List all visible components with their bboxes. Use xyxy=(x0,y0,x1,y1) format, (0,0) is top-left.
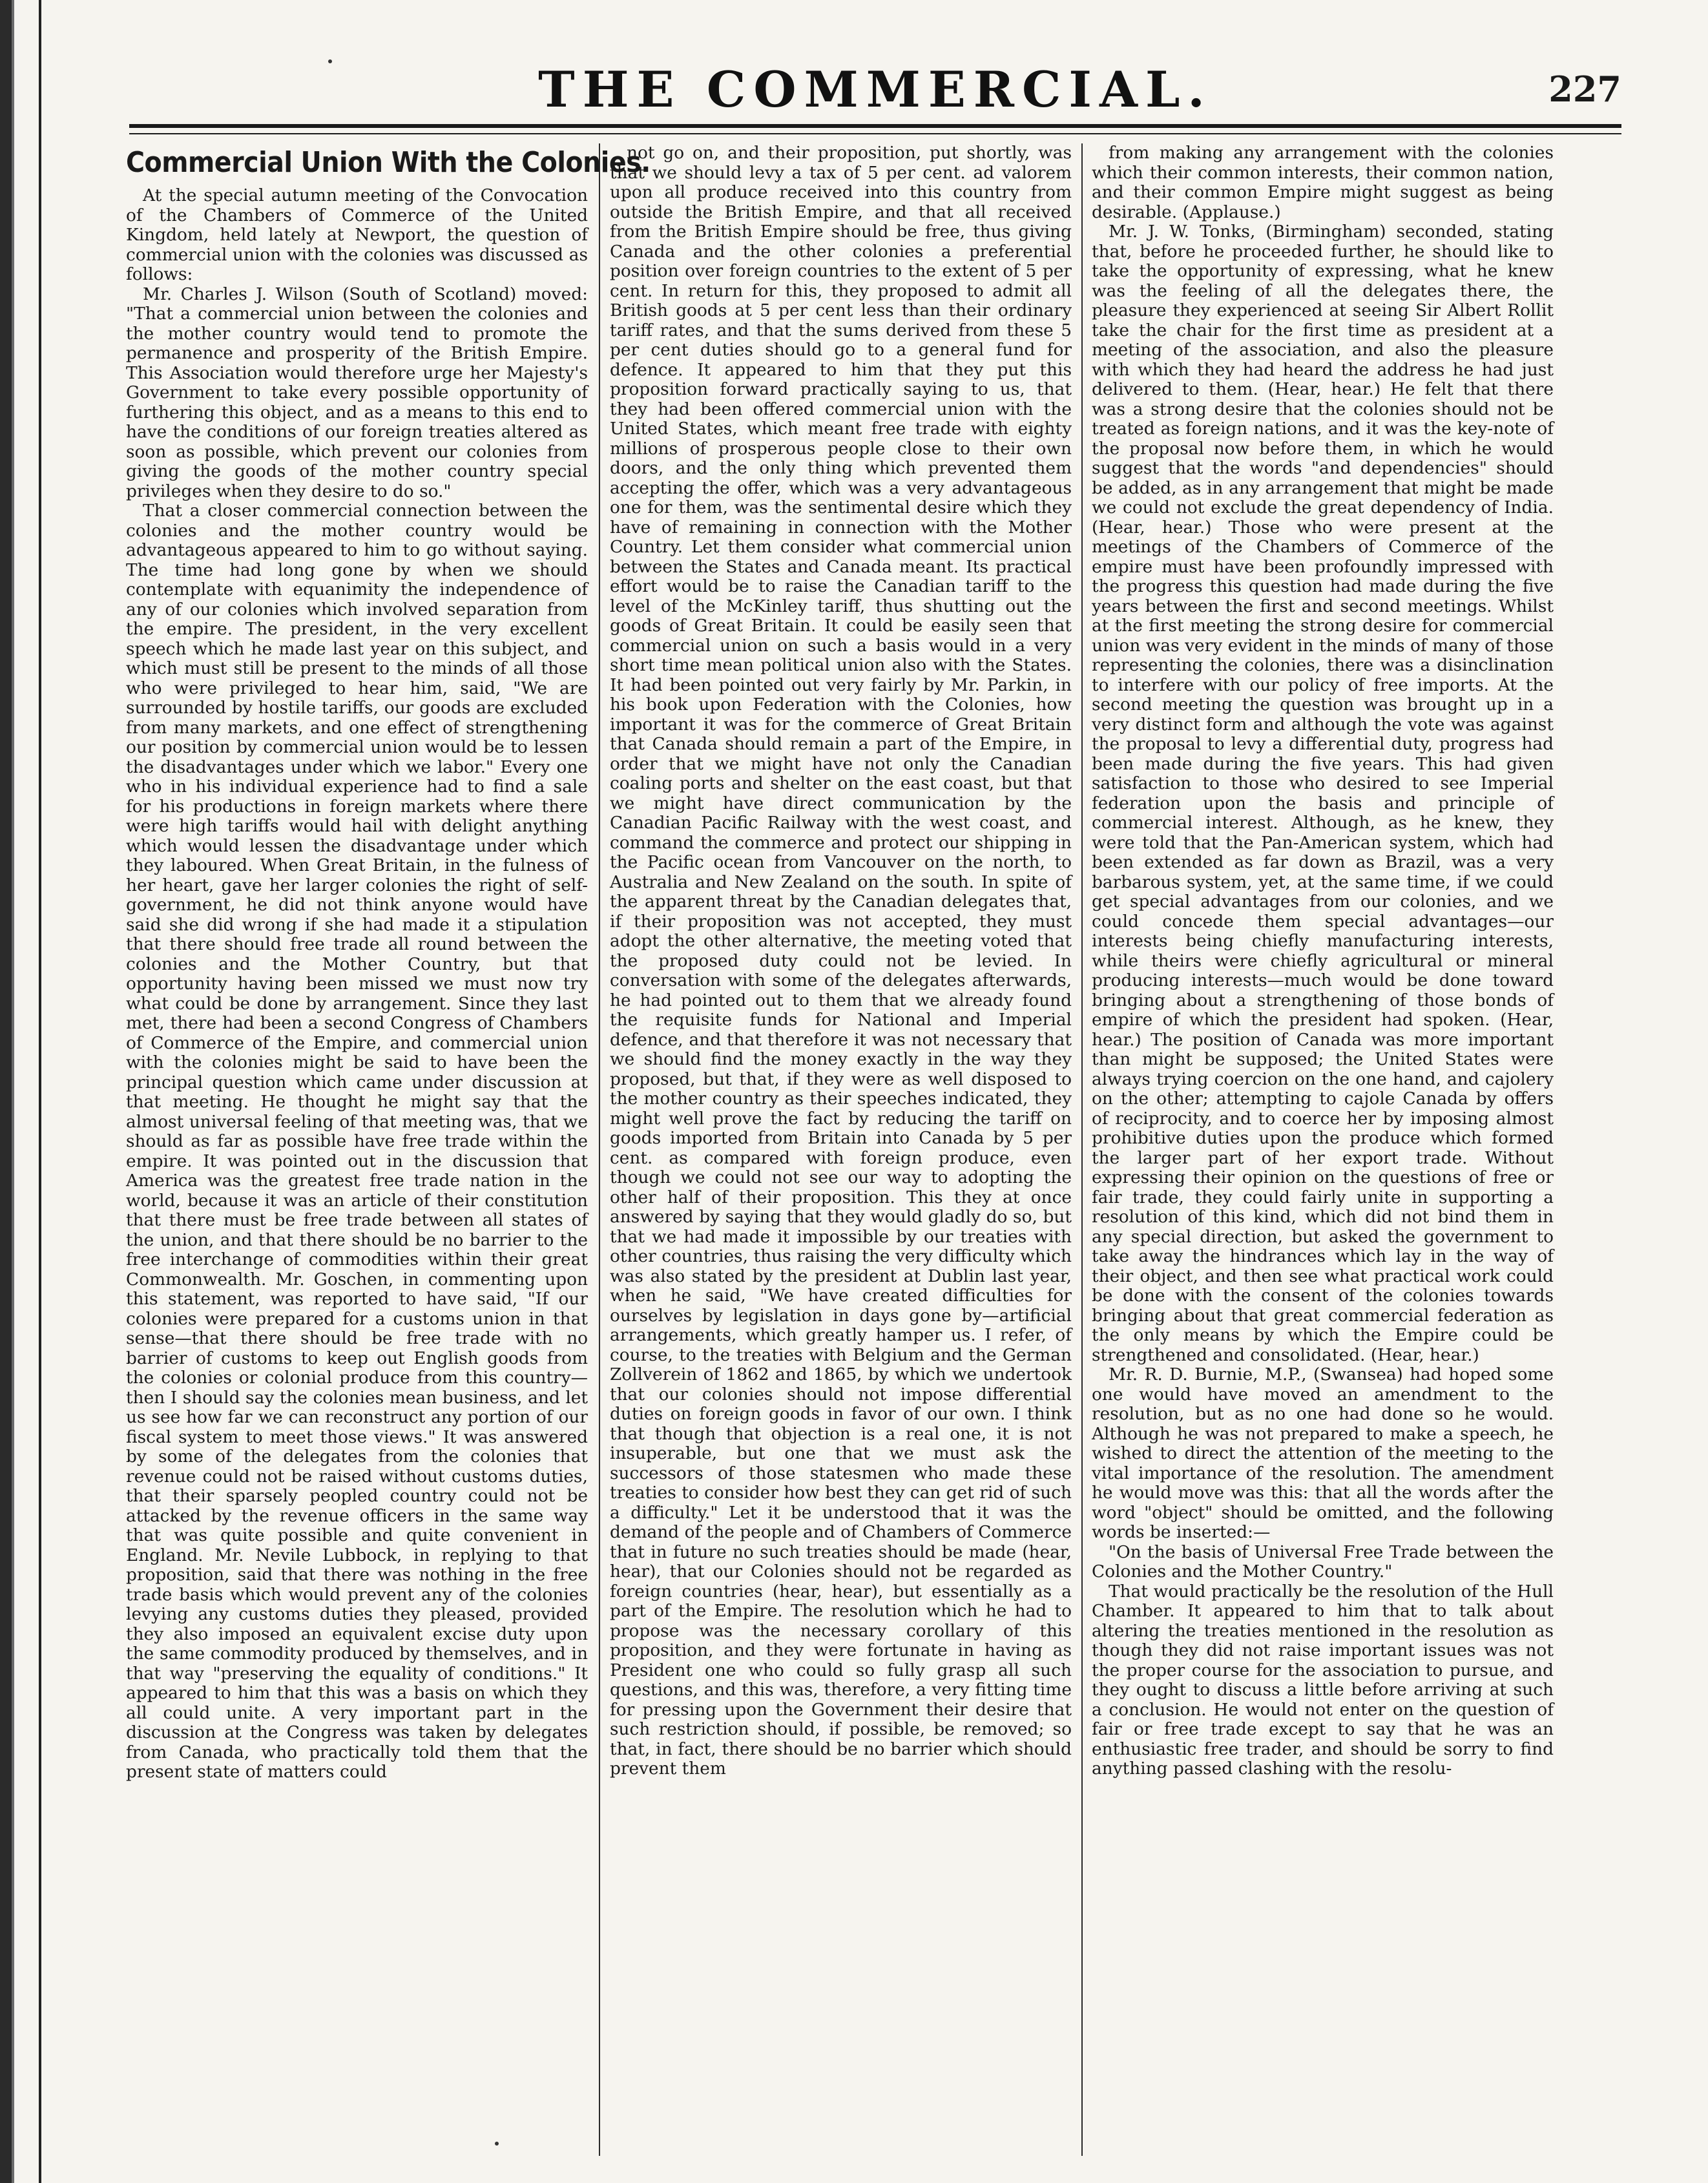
paragraph: That a closer commercial connection between the colonies and the mother country would be advantageous appeared to him to go without saying. The time had long gone by when we should contemplate with equanimity the independence of any of our colonies which involved separation from the empire. The president, in the very excellent speech which he made last year on this subject, and which must still be present to the minds of all those who were privileged to hear him, said, "We are surrounded by hostile tariffs, our goods are excluded from many markets, and one effect of strengthening our position by commercial union would be to lessen the disadvantages under which we labor." Every one who in his individual experience had to find a sale for his productions in foreign markets where there were high tariffs would hail with delight anything which would lessen the disadvantage under which they laboured. When Great Britain, in the fulness of her heart, gave her larger colonies the right of self-government, he did not think anyone would have said she did wrong if she had made it a stipulation that there should free trade all round between the colonies and the Mother Country, but that opportunity having been missed we must now try what could be done by arrangement. Since they last met, there had been a second Congress of Chambers of Commerce of the Empire, and commercial union with the colonies might be said to have been the principal question which came under discussion at that meeting. He thought he might say that the almost universal feeling of that meeting was, that we should as far as possible have free trade within the empire. It was pointed out in the discussion that America was the greatest free trade nation in the world, because it was an article of their constitution that there must be free trade between all states of the union, and that there should be no barrier to the free interchange of commodities within their great Commonwealth. Mr. Goschen, in commenting upon this statement, was reported to have said, "If our colonies were prepared for a customs union in that sense—that there should be free trade with no barrier of customs to keep out English goods from the colonies or colonial produce from this country—then I should say the colonies mean business, and let us see how far we can reconstruct any portion of our fiscal system to meet those views." It was answered by some of the delegates from the colonies that revenue could not be raised without customs duties, that their sparsely peopled country could not be attacked by the revenue officers in the same way that was quite possible and quite convenient in England. Mr. Nevile Lubbock, in replying to that proposition, said that there was nothing in the free trade basis which would prevent any of the colonies levying any customs duties they pleased, provided they also imposed an equivalent excise duty upon the same commodity produced by themselves, and in that way "preserving the equality of conditions." It appeared to him that this was a basis on which they all could unite. A very important part in the discussion at the Congress was taken by delegates from Canada, who practically told them that the present state of matters could xyxy=(126,501,588,1782)
paragraph: Mr. Charles J. Wilson (South of Scotland) moved: "That a commercial union between the colonies and the mother country would tend to promote the permanence and prosperity of the British Empire. This Association would therefore urge her Majesty's Government to take every possible opportunity of furthering this object, and as a means to this end to have the conditions of our foreign treaties altered as soon as possible, which prevent our colonies from giving the goods of the mother country special privileges when they desire to do so." xyxy=(126,284,588,501)
page-binding-edge xyxy=(0,0,45,2183)
text-column-3 xyxy=(1092,143,1554,2159)
masthead xyxy=(129,57,1621,128)
text-column-1 xyxy=(126,143,651,2159)
paragraph: from making any arrangement with the colonies which their common interests, their common nation, and their common Empire might suggest as being desirable. (Applause.) xyxy=(1092,143,1554,222)
column-3-body xyxy=(1092,143,1554,1779)
newspaper-title: THE COMMERCIAL. xyxy=(538,61,1213,118)
article-title: Commercial Union With the Colonies. xyxy=(126,146,651,179)
header-rule xyxy=(129,124,1621,128)
paragraph: Mr. R. D. Burnie, M.P., (Swansea) had hoped some one would have moved an amendment to the resolution, but as no one had done so he would. Although he was not prepared to make a speech, he wished to direct the attention of the meeting to the vital importance of the resolution. The amendment he would move was this: that all the words after the word "object" should be omitted, and the following words be inserted:— xyxy=(1092,1364,1554,1542)
paragraph: That would practically be the resolution of the Hull Chamber. It appeared to him that to talk about altering the treaties mentioned in the resolution as though they did not raise important issues was not the proper course for the association to pursue, and they ought to discuss a little before arriving at such a conclusion. He would not enter on the question of fair or free trade except to say that he was an enthusiastic free trader, and should be sorry to find anything passed clashing with the resolu- xyxy=(1092,1581,1554,1779)
header-rule-thin xyxy=(129,133,1621,134)
page-number: 227 xyxy=(1548,68,1621,110)
column-divider xyxy=(1081,143,1083,2156)
column-1-body xyxy=(126,186,588,1782)
paragraph: At the special autumn meeting of the Convocation of the Chambers of Commerce of the United Kingdom, held lately at Newport, the question of commercial union with the colonies was discussed as follows: xyxy=(126,185,588,284)
column-2-body xyxy=(610,143,1072,1779)
column-divider xyxy=(599,143,600,2156)
paragraph: Mr. J. W. Tonks, (Birmingham) seconded, stating that, before he proceeded further, he should like to take the opportunity of expressing, what he knew was the feeling of all the delegates there, the pleasure they experienced at seeing Sir Albert Rollit take the chair for the first time as president at a meeting of the association, and also the pleasure with which they had heard the address he had just delivered to them. (Hear, hear.) He felt that there was a strong desire that the colonies should not be treated as foreign nations, and it was the key-note of the proposal now before them, in which he would suggest that the words "and dependencies" should be added, as in any arrangement that might be made we could not exclude the great dependency of India. (Hear, hear.) Those who were present at the meetings of the Chambers of Commerce of the empire must have been profoundly impressed with the progress this question had made during the five years between the first and second meetings. Whilst at the first meeting the strong desire for commercial union was very evident in the minds of many of those representing the colonies, there was a disinclination to interfere with our policy of free imports. At the second meeting the question was brought up in a very distinct form and although the vote was against the proposal to levy a differential duty, progress had been made during the five years. This had given satisfaction to those who desired to see Imperial federation upon the basis and principle of commercial interest. Although, as he knew, they were told that the Pan-American system, which had been extended as far down as Brazil, was a very barbarous system, yet, at the same time, if we could get special advantages from our colonies, and we could concede them special advantages—our interests being chiefly manufacturing interests, while theirs were chiefly agricultural or mineral producing interests—much would be done toward bringing about a strengthening of those bonds of empire of which the president had spoken. (Hear, hear.) The position of Canada was more important than might be supposed; the United States were always trying coercion on the one hand, and cajolery on the other; attempting to cajole Canada by offers of reciprocity, and to coerce her by imposing almost prohibitive duties upon the produce which formed the larger part of her export trade. Without expressing their opinion on the questions of free or fair trade, they could fairly unite in supporting a resolution of this kind, which did not bind them in any special direction, but asked the government to take away the hindrances which lay in the way of their object, and then see what practical work could be done with the consent of the colonies towards bringing about that great commercial federation as the only means by which the Empire could be strengthened and consolidated. (Hear, hear.) xyxy=(1092,222,1554,1365)
text-column-2 xyxy=(610,143,1072,2159)
paragraph: not go on, and their proposition, put shortly, was that we should levy a tax of 5 per cent. ad valorem upon all produce received into this country from outside the British Empire, and that all received from the British Empire should be free, thus giving Canada and the other colonies a preferential position over foreign countries to the extent of 5 per cent. In return for this, they proposed to admit all British goods at 5 per cent less than their ordinary tariff rates, and that the sums derived from these 5 per cent duties should go to a general fund for defence. It appeared to him that they put this proposition forward practically saying to us, that they had been offered commercial union with the United States, which meant free trade with eighty millions of prosperous people close to their own doors, and the only thing which prevented them accepting the offer, which was a very advantageous one for them, was the sentimental desire which they have of remaining in connection with the Mother Country. Let them consider what commercial union between the States and Canada meant. Its practical effort would be to raise the Canadian tariff to the level of the McKinley tariff, thus shutting out the goods of Great Britain. It could be easily seen that commercial union on such a basis would in a very short time mean political union also with the States. It had been pointed out very fairly by Mr. Parkin, in his book upon Federation with the Colonies, how important it was for the commerce of Great Britain that Canada should remain a part of the Empire, in order that we might have not only the Canadian coaling ports and shelter on the east coast, but that we might have direct communication by the Canadian Pacific Railway with the west coast, and command the commerce and protect our shipping in the Pacific ocean from Vancouver on the north, to Australia and New Zealand on the south. In spite of the apparent threat by the Canadian delegates that, if their proposition was not accepted, they must adopt the other alternative, the meeting voted that the proposed duty could not be levied. In conversation with some of the delegates afterwards, he had pointed out to them that we already found the requisite funds for National and Imperial defence, and that therefore it was not necessary that we should find the money exactly in the way they proposed, but that, if they were as well disposed to the mother country as their speeches indicated, they might well prove the fact by reducing the tariff on goods imported from Britain into Canada by 5 per cent. as compared with foreign produce, even though we could not see our way to adopting the other half of their proposition. This they at once answered by saying that they would gladly do so, but that we had made it impossible by our treaties with other countries, thus raising the very difficulty which was also stated by the president at Dublin last year, when he said, "We have created difficulties for ourselves by legislation in days gone by—artificial arrangements, which greatly hamper us. I refer, of course, to the treaties with Belgium and the German Zollverein of 1862 and 1865, by which we undertook that our colonies should not impose differential duties on foreign goods in favor of our own. I think that though that objection is a real one, it is not insuperable, but one that we must ask the successors of those statesmen who made these treaties to consider how best they can get rid of such a difficulty." Let it be understood that it was the demand of the people and of Chambers of Commerce that in future no such treaties should be made (hear, hear), that our Colonies should not be regarded as foreign countries (hear, hear), but essentially as a part of the Empire. The resolution which he had to propose was the necessary corollary of this proposition, and they were fortunate in having as President one who could so fully grasp all such questions, and this was, therefore, a very fitting time for pressing upon the Government their desire that such restriction should, if possible, be removed; so that, in fact, there should be no barrier which should prevent them xyxy=(610,143,1072,1779)
paragraph: "On the basis of Universal Free Trade between the Colonies and the Mother Country." xyxy=(1092,1541,1554,1582)
